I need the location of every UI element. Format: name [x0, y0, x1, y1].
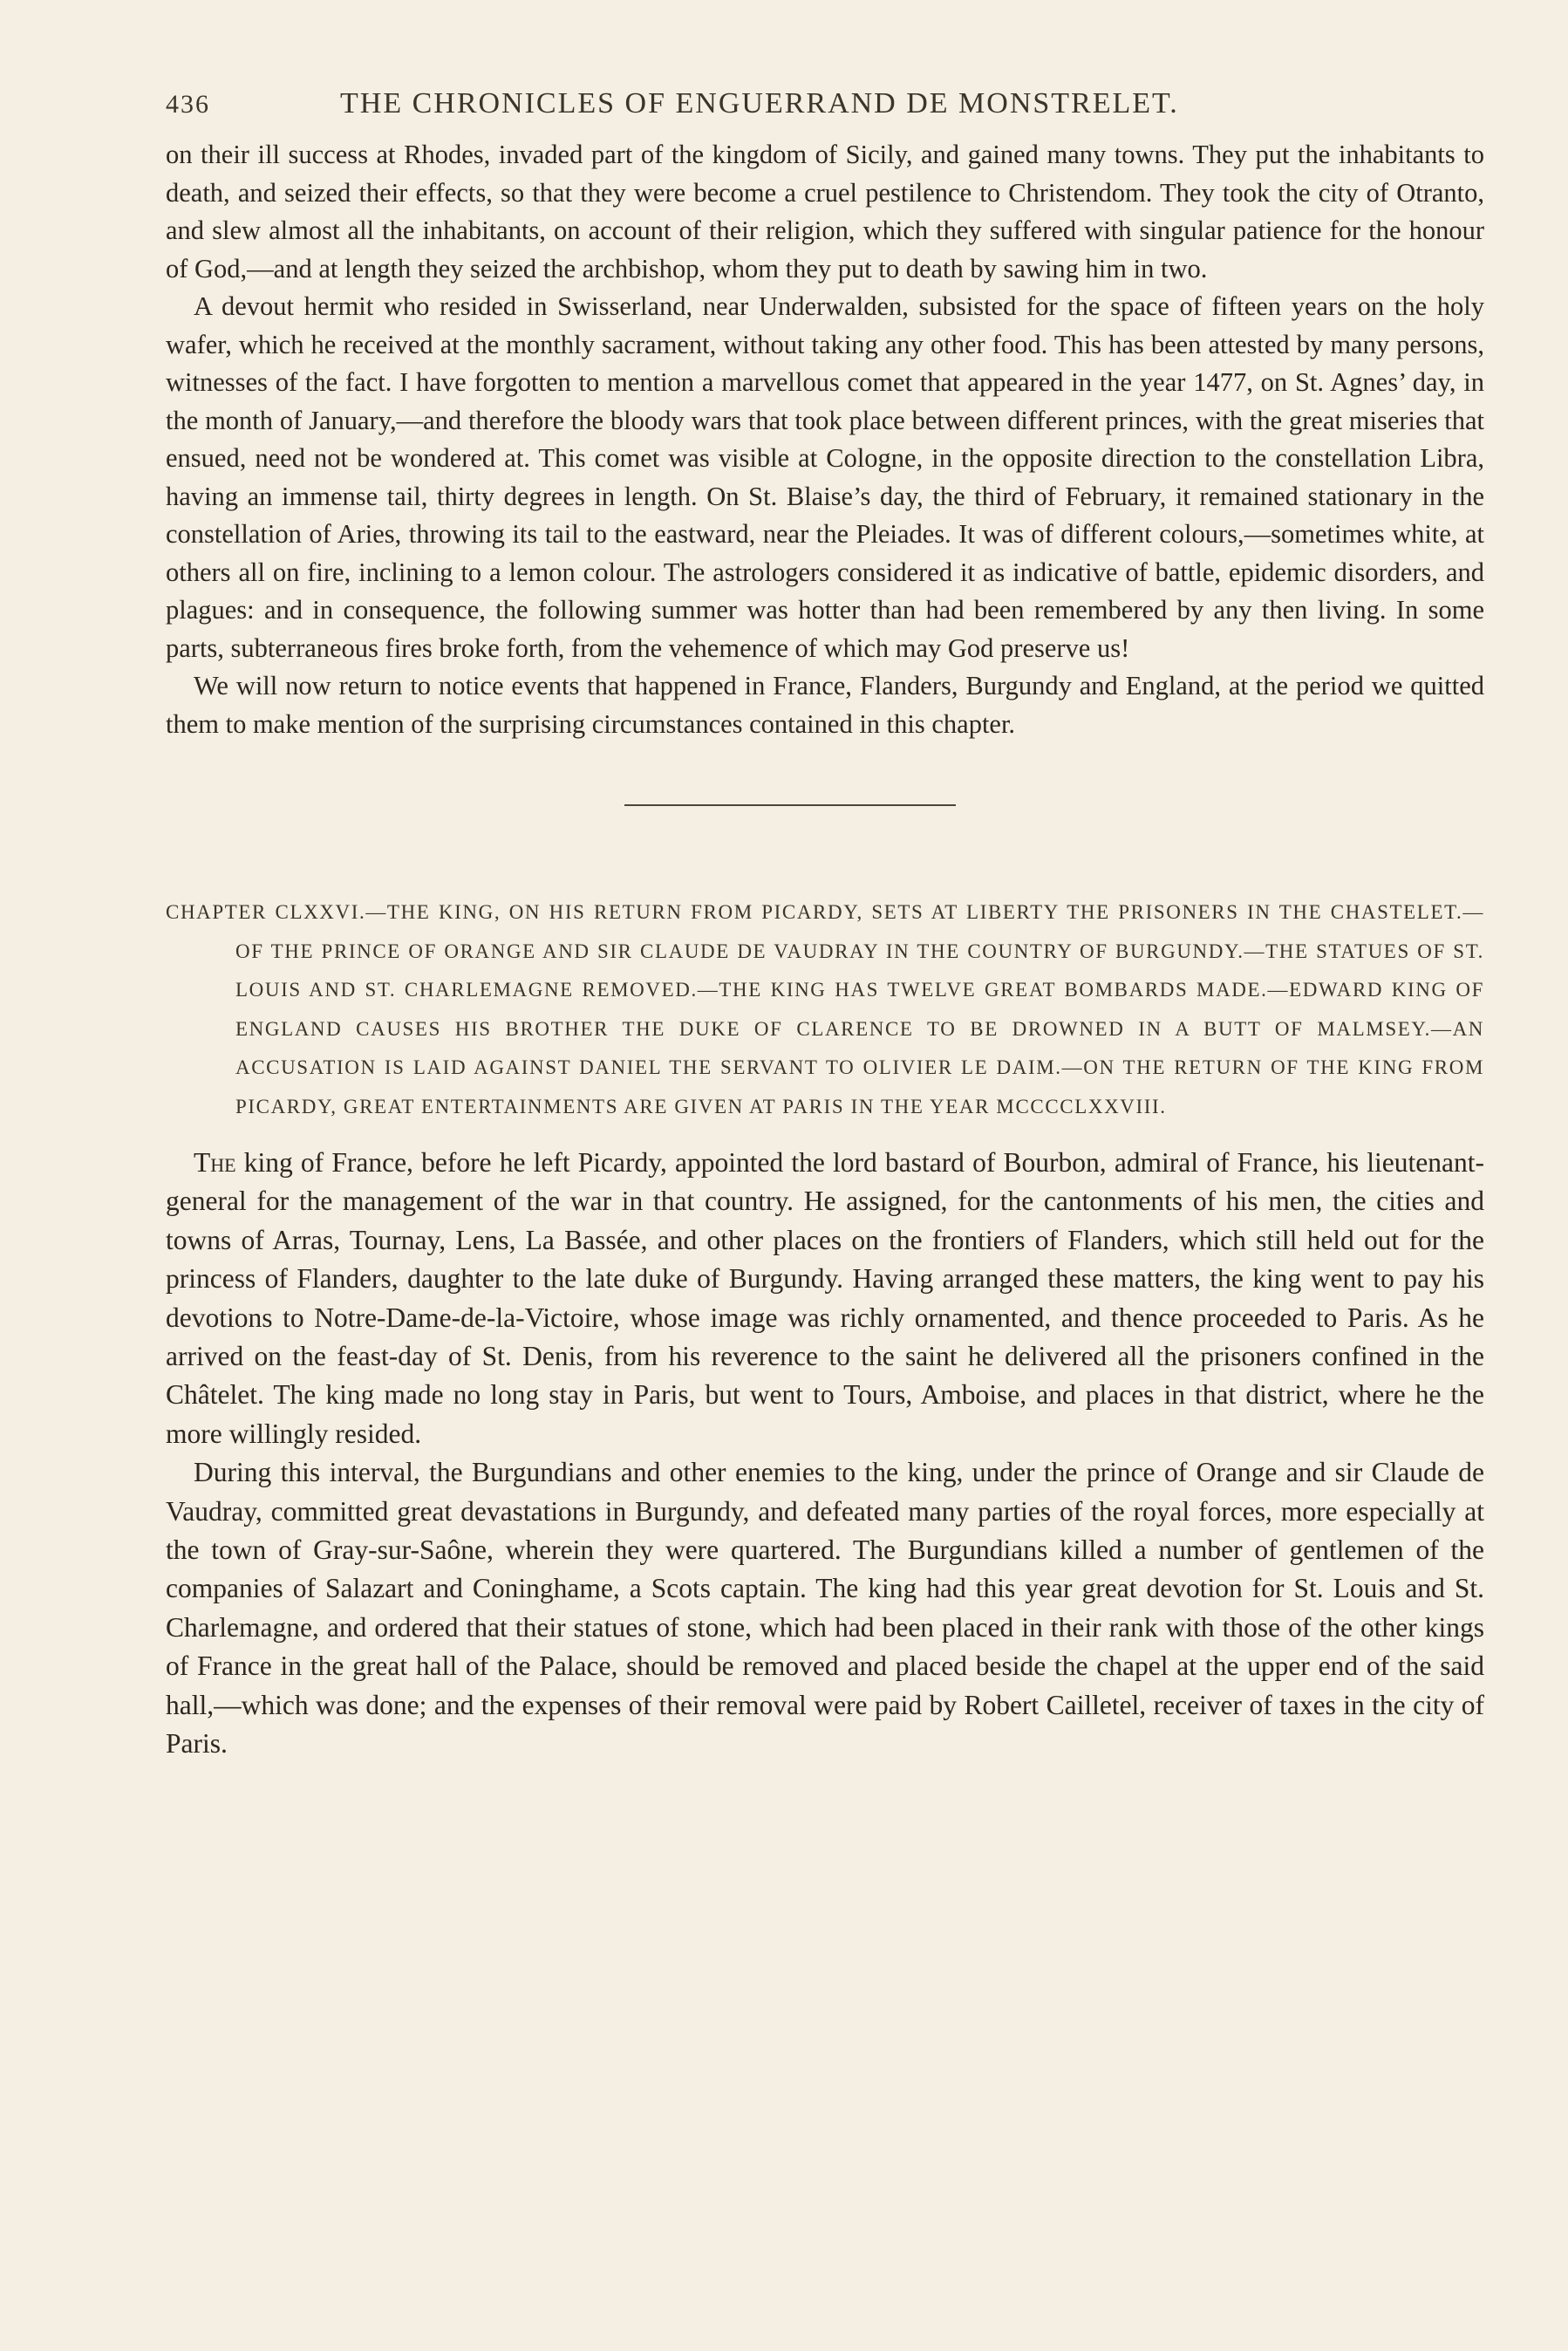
paragraph: We will now return to notice events that happened in France, Flanders, Burgundy and England, at the period we quitted them to make mention of the surprising circumstances contained in this chapter.: [166, 671, 1484, 739]
paragraph: A devout hermit who resided in Swisserland, near Underwalden, subsisted for the space of fifteen years on the holy wafer, which he received at the monthly sacrament, without taking any other food. This has been attested by many persons, witnesses of the fact. I have forgotten to mention a marvellous comet that appeared in the year 1477, on St. Agnes’ day, in the month of January,—and therefore the bloody wars that took place between different princes, with the great miseries that ensued, need not be wondered at. This comet was visible at Cologne, in the opposite direction to the constellation Libra, having an immense tail, thirty degrees in length. On St. Blaise’s day, the third of February, it remained stationary in the constellation of Aries, throwing its tail to the eastward, near the Pleiades. It was of different colours,—sometimes white, at others all on fire, inclining to a lemon colour. The astrologers considered it as indicative of battle, epidemic disorders, and plagues: and in consequence, the following summer was hotter than had been remembered by any then living. In some parts, subterraneous fires broke forth, from the vehemence of which may God preserve us!: [166, 291, 1484, 663]
continued-section: [166, 136, 1484, 743]
section-divider: [624, 804, 956, 806]
paragraph: on their ill success at Rhodes, invaded part of the kingdom of Sicily, and gained many towns. They put the inhabitants to death, and seized their effects, so that they were become a cruel pestilence to Christendom. They took the city of Otranto, and slew almost all the inhabitants, on account of their religion, which they suffered with singular patience for the honour of God,—and at length they seized the archbishop, whom they put to death by sawing him in two.: [166, 140, 1484, 284]
running-title: THE CHRONICLES OF ENGUERRAND DE MONSTRELET.: [340, 87, 1179, 120]
chapter-heading: CHAPTER CLXXVI.—THE KING, ON HIS RETURN FROM PICARDY, SETS AT LIBERTY THE PRISONERS IN THE CHASTELET.—OF THE PRINCE OF ORANGE AND SIR CLAUDE DE VAUDRAY IN THE COUNTRY OF BURGUNDY.—THE STATUES OF ST. LOUIS AND ST. CHARLEMAGNE REMOVED.—THE KING HAS TWELVE GREAT BOMBARDS MADE.—EDWARD KING OF ENGLAND CAUSES HIS BROTHER THE DUKE OF CLARENCE TO BE DROWNED IN A BUTT OF MALMSEY.—AN ACCUSATION IS LAID AGAINST DANIEL THE SERVANT TO OLIVIER LE DAIM.—ON THE RETURN OF THE KING FROM PICARDY, GREAT ENTERTAINMENTS ARE GIVEN AT PARIS IN THE YEAR MCCCCLXXVIII.: [166, 901, 1484, 1117]
paragraph: During this interval, the Burgundians and other enemies to the king, under the prince of Orange and sir Claude de Vaudray, committed great devastations in Burgundy, and defeated many parties of the royal forces, more especially at the town of Gray-sur-Saône, wherein they were quartered. The Burgundians killed a number of gentlemen of the companies of Salazart and Coninghame, a Scots captain. The king had this year great devotion for St. Louis and St. Charlemagne, and ordered that their statues of stone, which had been placed in their rank with those of the other kings of France in the great hall of the Palace, should be removed and placed beside the chapel at the upper end of the said hall,—which was done; and the expenses of their removal were paid by Robert Cailletel, receiver of taxes in the city of Paris.: [166, 1457, 1484, 1760]
chapter-body: [166, 1144, 1484, 1764]
running-header: [166, 87, 1484, 129]
paragraph: [166, 1144, 1484, 1453]
page-number: 436: [166, 90, 210, 119]
paragraph-text: king of France, before he left Picardy, appointed the lord bastard of Bourbon, admiral of France, his lieutenant-general for the management of the war in that country. He assigned, for the cantonments of his men, the cities and towns of Arras, Tournay, Lens, La Bassée, and other places on the frontiers of Flanders, which still held out for the princess of Flanders, daughter to the late duke of Burgundy. Having arranged these matters, the king went to pay his devotions to Notre-Dame-de-la-Victoire, whose image was richly ornamented, and thence proceeded to Paris. As he arrived on the feast-day of St. Denis, from his reverence to the saint he delivered all the prisoners confined in the Châtelet. The king made no long stay in Paris, but went to Tours, Amboise, and places in that district, where he the more willingly resided.: [166, 1147, 1484, 1449]
book-page: [166, 87, 1484, 1764]
lead-word: The: [194, 1147, 236, 1178]
